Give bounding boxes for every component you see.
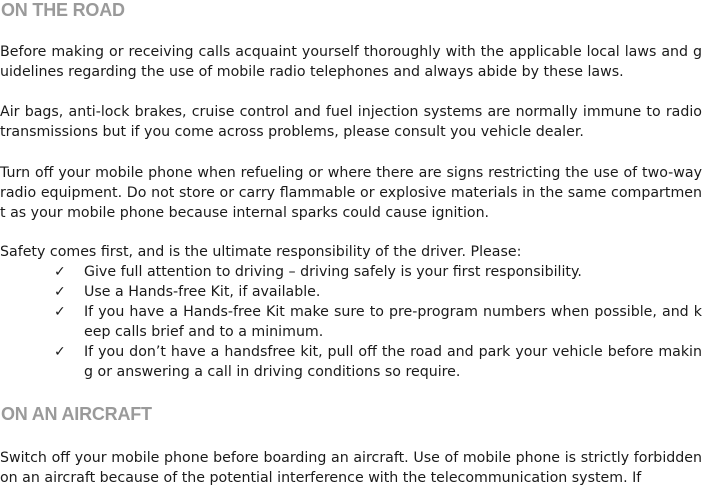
list-item [0, 342, 702, 382]
section-heading-on-an-aircraft: ON AN AIRCRAFT [1, 404, 152, 424]
paragraph-refueling: Turn off your mobile phone when refueling or where there are signs restricting the use of two-way radio equipment. Do not store or carry flammable or explosive materials in the same compartment as your mobile phone because internal sparks could cause ignition. [0, 165, 702, 221]
list-item [0, 262, 702, 282]
list-item-text: If you don’t have a handsfree kit, pull off the road and park your vehicle before making or answering a call in driving conditions so require. [84, 344, 702, 380]
section-heading-on-the-road: ON THE ROAD [1, 0, 125, 20]
list-item [0, 282, 702, 302]
checkmark-icon: ✓ [54, 284, 66, 300]
paragraph-safety-intro: Safety comes first, and is the ultimate responsibility of the driver. Please: [0, 244, 522, 260]
checkmark-icon: ✓ [54, 344, 66, 360]
safety-checklist [0, 262, 702, 382]
list-item-text: If you have a Hands-free Kit make sure to pre-program numbers when possible, and keep calls brief and to a minimum. [84, 304, 702, 340]
checkmark-icon: ✓ [54, 304, 66, 320]
paragraph-aircraft: Switch off your mobile phone before boarding an aircraft. Use of mobile phone is strictly forbidden on an aircraft because of the potential interference with the telecommunication system. If [0, 450, 702, 486]
list-item-text: Give full attention to driving – driving safely is your first responsibility. [84, 264, 582, 280]
paragraph-airbags: Air bags, anti-lock brakes, cruise control and fuel injection systems are normally immune to radio transmissions but if you come across problems, please consult you vehicle dealer. [0, 104, 702, 140]
list-item [0, 302, 702, 342]
paragraph-laws: Before making or receiving calls acquaint yourself thoroughly with the applicable local laws and guidelines regarding the use of mobile radio telephones and always abide by these laws. [0, 44, 702, 80]
checkmark-icon: ✓ [54, 264, 66, 280]
list-item-text: Use a Hands-free Kit, if available. [84, 284, 321, 300]
